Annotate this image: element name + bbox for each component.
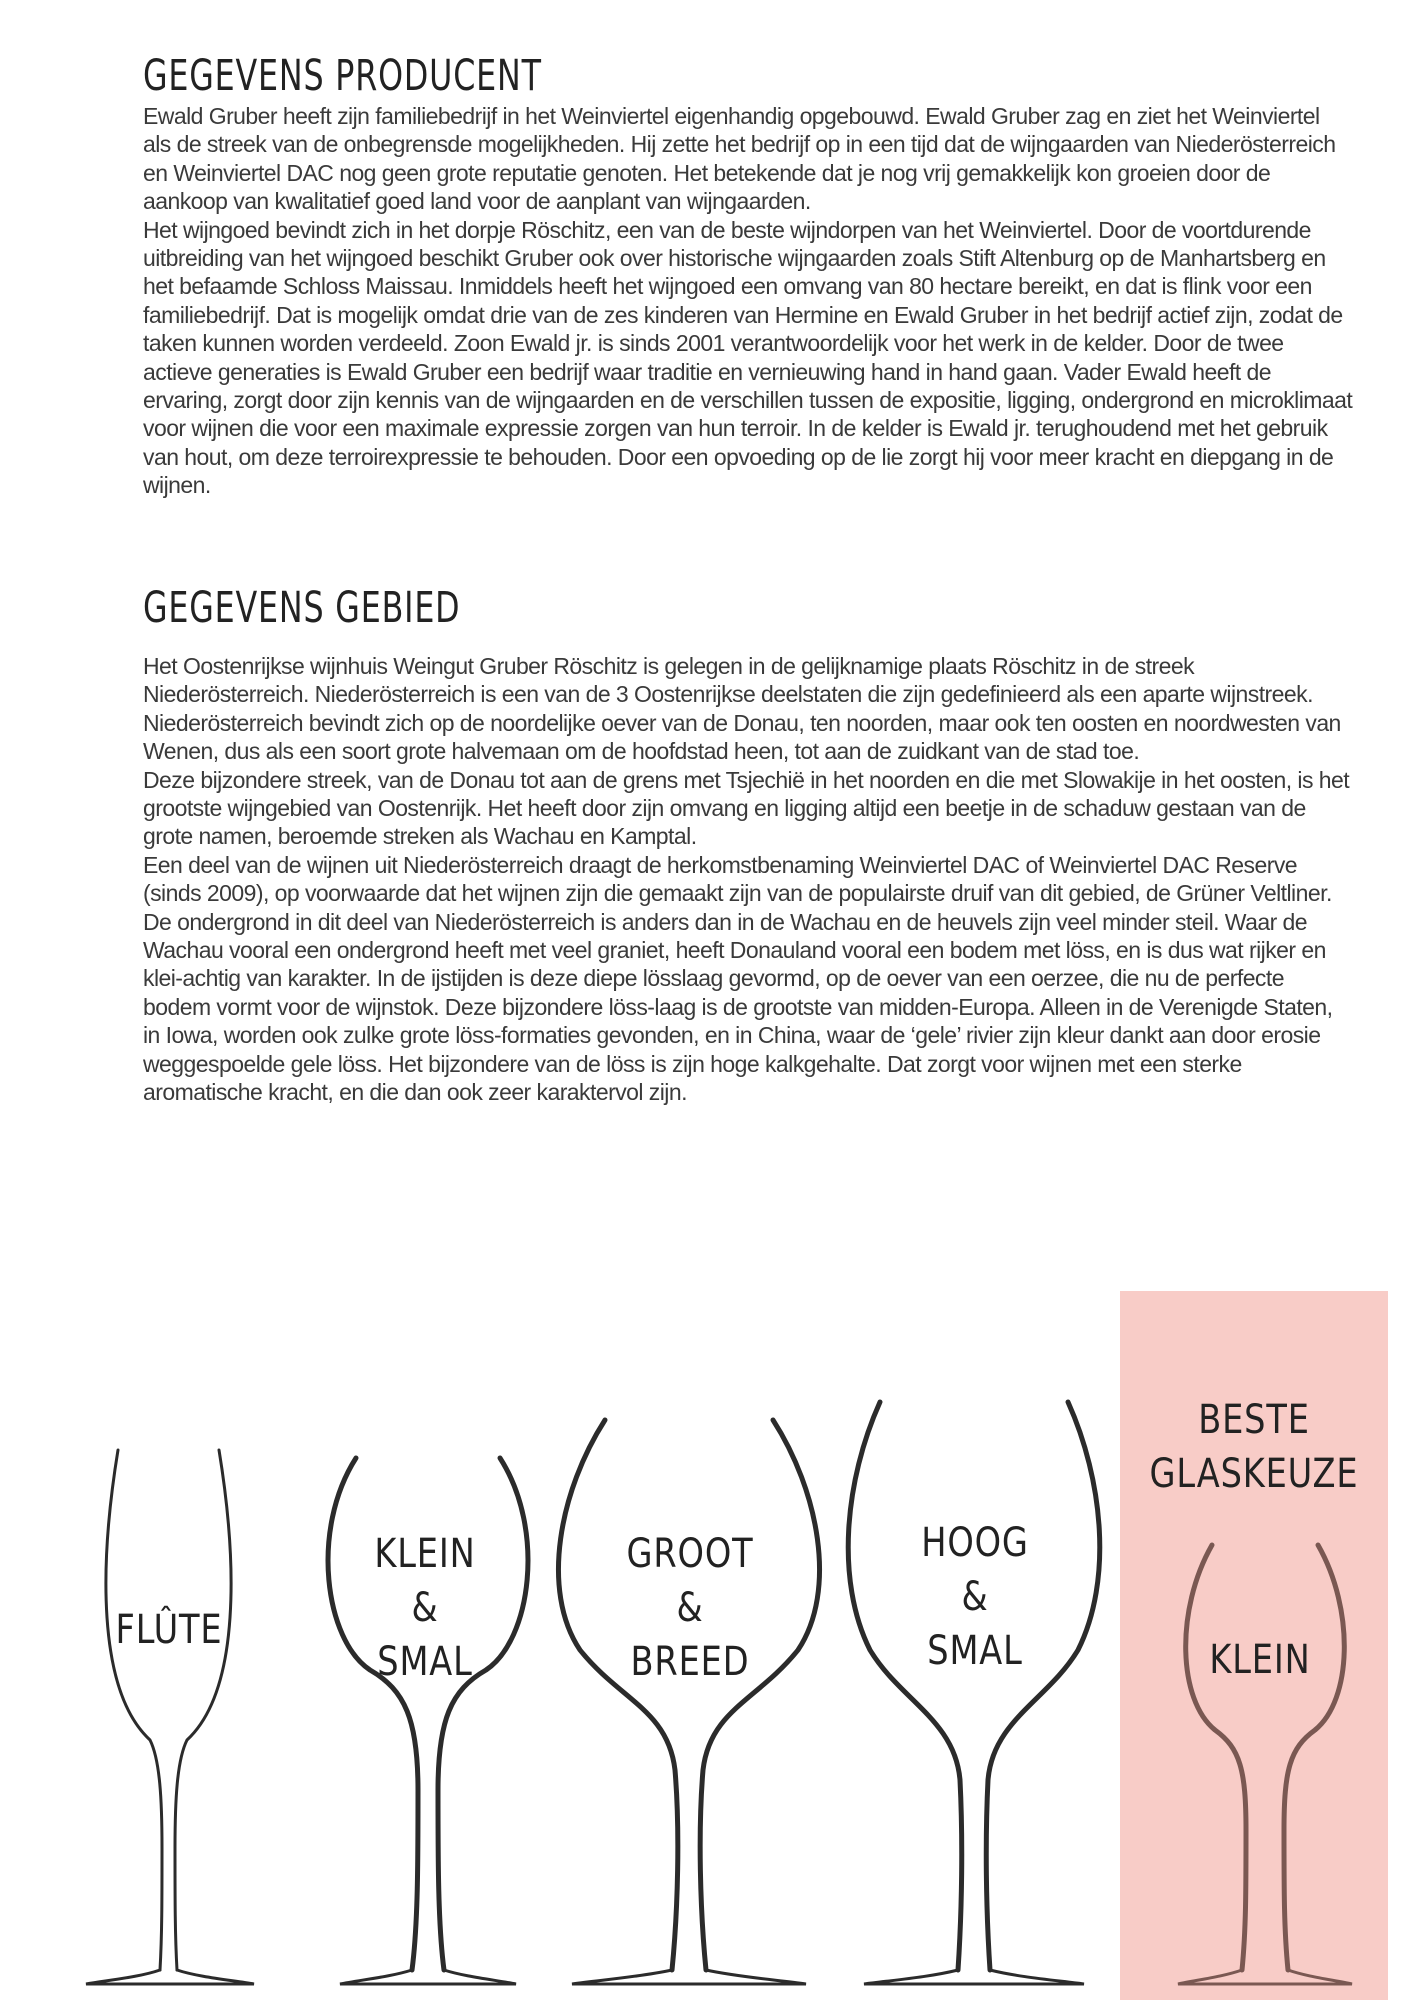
tall-narrow-glass-icon [848, 1402, 1100, 1984]
area-paragraph-4: De ondergrond in dit deel van Niederösterreich is anders dan in de Wachau en de heuvels zijn veel minder steil. Waar de Wachau vooral een ondergrond heeft met veel graniet, heeft Donauland vooral een bodem met löss, en is dus wat rijker en klei-achtig van karakter. In de ijstijden is deze diepe lösslaag gevormd, op de oever van een oerzee, die nu de perfecte bodem vormt voor de wijnstok. Deze bijzondere löss-laag is de grootste van midden-Europa. Alleen in de Verenigde Staten, in Iowa, worden ook zulke grote löss-formaties gevonden, en in China, waar de ‘gele’ rivier zijn kleur dankt aan door erosie weggespoelde gele löss. Het bijzondere van de löss is zijn hoge kalkgehalte. Dat zorgt voor wijnen met een sterke aromatische kracht, en die dan ook zeer karaktervol zijn. [143, 908, 1333, 1106]
best-choice-glass-icon [1178, 1545, 1352, 1984]
producer-paragraph-2: Het wijngoed bevindt zich in het dorpje Röschitz, een van de beste wijndorpen van het Weinviertel. Door de voortdurende uitbreiding van het wijngoed beschikt Gruber ook over historische wijngaarden zoals Stift Altenburg op de Manhartsberg en het befaamde Schloss Maissau. Inmiddels heeft het wijngoed een omvang van 80 hectare bereikt, en dat is flink voor een familiebedrijf. Dat is mogelijk omdat drie van de zes kinderen van Hermine en Ewald Gruber in het bedrijf actief zijn, zodat de taken kunnen worden verdeeld. Zoon Ewald jr. is sinds 2001 verantwoordelijk voor het werk in de kelder. Door de twee actieve generaties is Ewald Gruber een bedrijf waar traditie en vernieuwing hand in hand gaan. Vader Ewald heeft de ervaring, zorgt door zijn kennis van de wijngaarden en de verschillen tussen de expositie, ligging, ondergrond en microklimaat voor wijnen die voor een maximale expressie zorgen van hun terroir. In de kelder is Ewald jr. terughoudend met het gebruik van hout, om deze terroirexpressie te behouden. Door een opvoeding op de lie zorgt hij voor meer kracht en diepgang in de wijnen. [143, 216, 1353, 499]
tall-narrow-label: HOOG & SMAL [921, 1520, 1029, 1674]
best-choice-label: KLEIN [1209, 1637, 1311, 1683]
best-choice-title: BESTE GLASKEUZE [1149, 1397, 1359, 1497]
area-heading: GEGEVENS GEBIED [143, 583, 461, 633]
large-wide-label: GROOT & BREED [626, 1531, 754, 1685]
area-paragraph-2: Deze bijzondere streek, van de Donau tot aan de grens met Tsjechië in het noorden en die met Slowakije in het oosten, is het grootste wijngebied van Oostenrijk. Het heeft door zijn omvang en ligging altijd een beetje in de schaduw gestaan van de grote namen, beroemde streken als Wachau en Kamptal. [143, 766, 1350, 850]
producer-paragraph-1: Ewald Gruber heeft zijn familiebedrijf in het Weinviertel eigenhandig opgebouwd. Ewald Gruber zag en ziet het Weinviertel als de streek van de onbegrensde mogelijkheden. Hij zette het bedrijf op in een tijd dat de wijngaarden van Niederösterreich en Weinviertel DAC nog geen grote reputatie genoten. Het betekende dat je nog vrij gemakkelijk kon groeien door de aankoop van kwalitatief goed land voor de aanplant van wijngaarden. [143, 103, 1336, 215]
large-wide-glass-icon [558, 1420, 819, 1984]
flute-label: FLÛTE [115, 1607, 223, 1653]
area-paragraph-3: Een deel van de wijnen uit Niederösterreich draagt de herkomstbenaming Weinviertel DAC of Weinviertel DAC Reserve (sinds 2009), op voorwaarde dat het wijnen zijn die gemaakt zijn van de populairste druif van dit gebied, de Grüner Veltliner. [143, 851, 1332, 907]
flute-glass-icon [86, 1450, 254, 1984]
producer-heading: GEGEVENS PRODUCENT [143, 51, 542, 101]
area-paragraph-1: Het Oostenrijkse wijnhuis Weingut Gruber Röschitz is gelegen in de gelijknamige plaats Röschitz in de streek Niederösterreich. Niederösterreich is een van de 3 Oostenrijkse deelstaten die zijn gedefinieerd als een aparte wijnstreek. Niederösterreich bevindt zich op de noordelijke oever van de Donau, ten noorden, maar ook ten oosten en noordwesten van Wenen, dus als een soort grote halvemaan om de hoofdstad heen, tot aan de zuidkant van de stad toe. [143, 653, 1341, 765]
small-narrow-label: KLEIN & SMAL [374, 1531, 476, 1685]
